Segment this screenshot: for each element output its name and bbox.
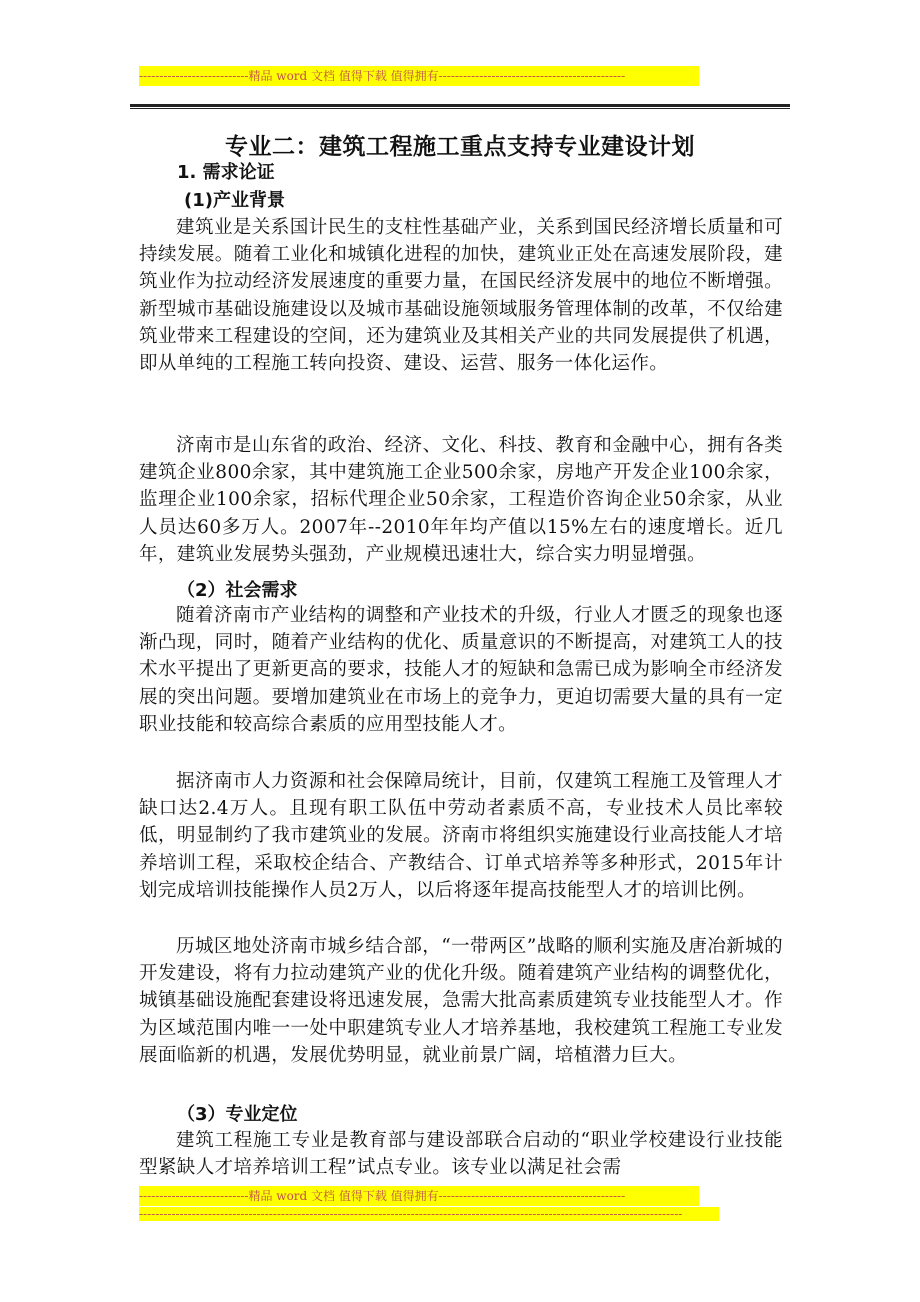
paragraph-industry-2: 济南市是山东省的政治、经济、文化、科技、教育和金融中心，拥有各类建筑企业800余家，其中建筑施工企业500余家，房地产开发企业100余家，监理企业100余家，招标代理企业50余家，工程造价咨询企业50余家，从业人员达60多万人。2007年--2010年年均产值以15%左右的速度增长。近几年，建筑业发展势头强劲，产业规模迅速壮大，综合实力明显增强。: [139, 435, 783, 565]
paragraph-social-2: 据济南市人力资源和社会保障局统计，目前，仅建筑工程施工及管理人才缺口达2.4万人。且现有职工队伍中劳动者素质不高，专业技术人员比率较低，明显制约了我市建筑业的发展。济南市将组织实施建设行业高技能人才培养培训工程，采取校企结合、产教结合、订单式培养等多种形式，2015年计划完成培训技能操作人员2万人，以后将逐年提高技能型人才的培训比例。: [139, 771, 783, 901]
section-heading-demand: 1. 需求论证: [177, 162, 275, 183]
document-title: 专业二：建筑工程施工重点支持专业建设计划: [225, 134, 695, 160]
paragraph-social-1: 随着济南市产业结构的调整和产业技术的升级，行业人才匮乏的现象也逐渐凸现，同时，随着产业结构的优化、质量意识的不断提高，对建筑工人的技术水平提出了更新更高的要求，技能人才的短缺和急需已成为影响全市经济发展的突出问题。要增加建筑业在市场上的竞争力，更迫切需要大量的具有一定职业技能和较高综合素质的应用型技能人才。: [139, 605, 783, 735]
subsection-social-demand: （2）社会需求: [177, 580, 298, 601]
paragraph-industry-1: 建筑业是关系国计民生的支柱性基础产业，关系到国民经济增长质量和可持续发展。随着工业化和城镇化进程的加快，建筑业正处在高速发展阶段，建筑业作为拉动经济发展速度的重要力量，在国民经济发展中的地位不断增强。新型城市基础设施建设以及城市基础设施领域服务管理体制的改革，不仅给建筑业带来工程建设的空间，还为建筑业及其相关产业的共同发展提供了机遇，即从单纯的工程施工转向投资、建设、运营、服务一体化运作。: [139, 217, 783, 375]
header-rule-thin: [130, 108, 790, 109]
header-banner: ---------------------------精品 word 文档 值得下载 值得拥有----------------------------------------------: [139, 66, 699, 86]
paragraph-positioning-1: 建筑工程施工专业是教育部与建设部联合启动的“职业学校建设行业技能型紧缺人才培养培训工程”试点专业。该专业以满足社会需: [139, 1130, 783, 1179]
header-rule-thick: [130, 104, 790, 107]
footer-banner: ---------------------------精品 word 文档 值得下载 值得拥有----------------------------------------------: [139, 1186, 699, 1206]
subsection-industry-background: (1)产业背景: [184, 190, 285, 211]
subsection-positioning: （3）专业定位: [177, 1104, 298, 1125]
paragraph-social-3: 历城区地处济南市城乡结合部，“一带两区”战略的顺利实施及唐冶新城的开发建设，将有力拉动建筑产业的优化升级。随着建筑产业结构的调整优化，城镇基础设施配套建设将迅速发展，急需大批高素质建筑专业技能型人才。作为区域范围内唯一一处中职建筑专业人才培养基地，我校建筑工程施工专业发展面临新的机遇，发展优势明显，就业前景广阔，培植潜力巨大。: [139, 936, 783, 1066]
footer-dash-line: --------------------------------------------------------------------------------------------------------------------------------------: [139, 1207, 719, 1221]
